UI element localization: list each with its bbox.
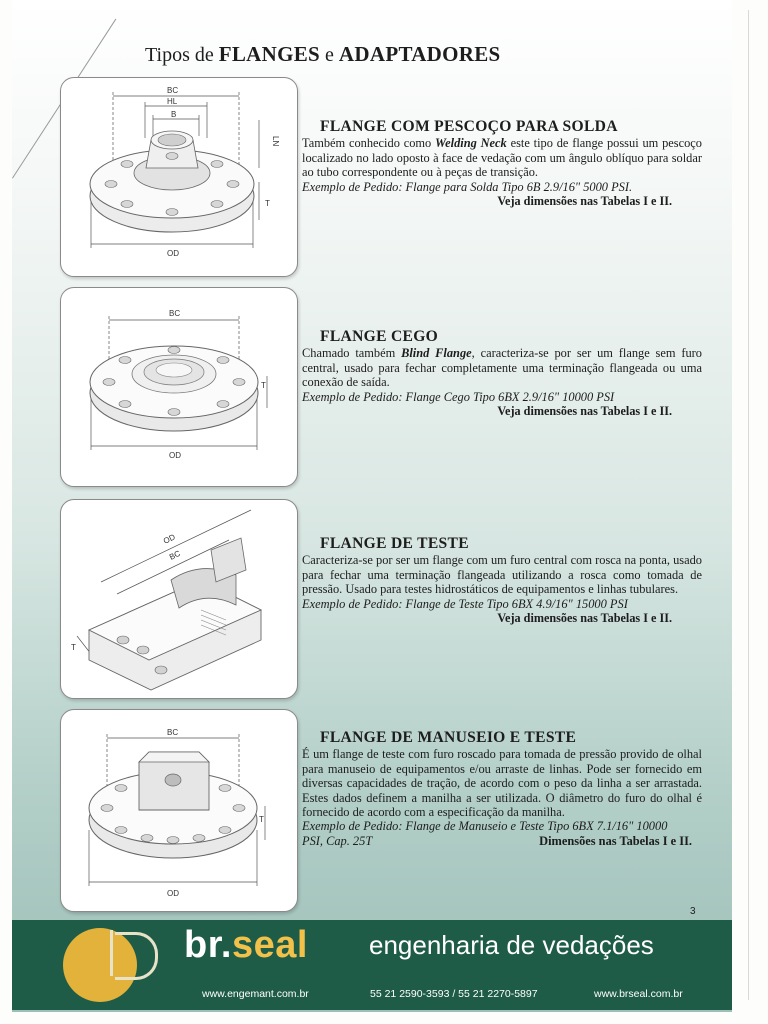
footer-banner [12, 920, 732, 1010]
section-handling-test-flange [302, 731, 702, 848]
section-body [302, 346, 702, 389]
section-test-flange [302, 537, 702, 625]
figure-welding-neck [60, 77, 298, 277]
order-example-cont: PSI, Cap. 25T [302, 833, 373, 848]
section-heading: FLANGE CEGO [320, 328, 439, 345]
dim-label-bc: BC [167, 728, 179, 737]
section-body [302, 136, 702, 179]
body-text: Também conhecido como [302, 136, 432, 151]
section-welding-neck [302, 120, 702, 208]
dim-label-od: OD [169, 451, 181, 460]
dim-label-bc: BC [169, 309, 181, 318]
test-flange-drawing [61, 500, 297, 698]
dim-label-od: OD [167, 249, 179, 258]
figure-handling-test-flange [60, 709, 298, 912]
see-tables: Dimensões nas Tabelas I e II. [539, 833, 692, 848]
page-edge-line [748, 10, 749, 1000]
dim-label-t: T [261, 381, 266, 390]
figure-blind-flange [60, 287, 298, 487]
brand-part-1: br. [184, 924, 232, 966]
order-example: Exemplo de Pedido: Flange Cego Tipo 6BX 2.9/16" 10000 PSI [302, 389, 615, 404]
brand-logo-d [115, 932, 158, 980]
title-flanges: FLANGES [218, 42, 321, 66]
website-link-engemant[interactable]: www.engemant.com.br [202, 988, 309, 1000]
title-prefix: Tipos de [145, 44, 214, 66]
section-heading: FLANGE COM PESCOÇO PARA SOLDA [320, 118, 618, 135]
brand-name [184, 924, 308, 967]
dim-label-bc: BC [167, 86, 179, 95]
figure-test-flange [60, 499, 298, 699]
section-body: Caracteriza-se por ser um flange com um furo central com rosca na ponta, usado para fechar uma terminação flangeada utilizando a rosca como tomada de pressão. Usado para testes hidrostáticos de equipamentos e linhas tubulares. [302, 553, 702, 597]
section-body: É um flange de teste com furo roscado para tomada de pressão provido de olhal para manuseio de equipamentos e/ou arraste de linhas. Pode ser fornecido em diversas capacidades de tração, de acordo com o peso da linha a ser arrastada. Estes dados definem a manilha a ser utilizada. O diâmetro do furo do olhal é fornecido de acordo com a especificação da manilha. [302, 747, 702, 820]
dim-label-t: T [265, 199, 270, 208]
phone-numbers: 55 21 2590-3593 / 55 21 2270-5897 [370, 988, 538, 1000]
body-text: , caracteriza-se por ser um flange sem furo central, usado para fechar completamente uma terminação flangeada ou uma conexão de saída. [302, 346, 702, 390]
brand-logo-bar [110, 930, 113, 976]
body-emphasis: Welding Neck [435, 136, 507, 151]
website-link-brseal[interactable]: www.brseal.com.br [594, 988, 683, 1000]
dim-label-t: T [71, 643, 76, 652]
order-example-line2 [302, 834, 702, 848]
title-adaptadores: ADAPTADORES [338, 42, 501, 66]
section-heading: FLANGE DE TESTE [320, 535, 469, 552]
page-title [145, 42, 501, 67]
dim-label-od: OD [161, 532, 177, 546]
order-example: Exemplo de Pedido: Flange de Teste Tipo 6BX 4.9/16" 15000 PSI [302, 596, 628, 611]
blind-flange-drawing [61, 288, 297, 486]
section-blind-flange [302, 330, 702, 418]
see-tables: Veja dimensões nas Tabelas I e II. [497, 194, 672, 209]
brand-tagline: engenharia de vedações [369, 930, 654, 960]
see-tables: Veja dimensões nas Tabelas I e II. [497, 611, 672, 626]
title-mid: e [325, 44, 334, 66]
welding-neck-drawing [61, 78, 297, 276]
body-text: Chamado também [302, 346, 396, 361]
section-heading: FLANGE DE MANUSEIO E TESTE [320, 729, 577, 746]
dim-label-t: T [259, 815, 264, 824]
dim-label-b: B [171, 110, 177, 119]
dim-label-ln: LN [271, 136, 280, 147]
brand-part-2: seal [231, 924, 308, 966]
dim-label-od: OD [167, 889, 179, 898]
body-text: este tipo de flange possui um pescoço localizado no lado oposto à face de vedação com um ângulo oblíquo para soldar ao tubo correspondente ou à peças de transição. [302, 136, 702, 180]
dim-label-bc: BC [167, 548, 182, 562]
order-example: Exemplo de Pedido: Flange para Solda Tipo 6B 2.9/16" 5000 PSI. [302, 179, 633, 194]
body-emphasis: Blind Flange [401, 346, 472, 361]
order-example: Exemplo de Pedido: Flange de Manuseio e Teste Tipo 6BX 7.1/16" 10000 [302, 819, 668, 834]
see-tables: Veja dimensões nas Tabelas I e II. [497, 404, 672, 419]
dim-label-hl: HL [167, 97, 178, 106]
handling-flange-drawing [61, 710, 297, 911]
page-number: 3 [690, 906, 696, 917]
